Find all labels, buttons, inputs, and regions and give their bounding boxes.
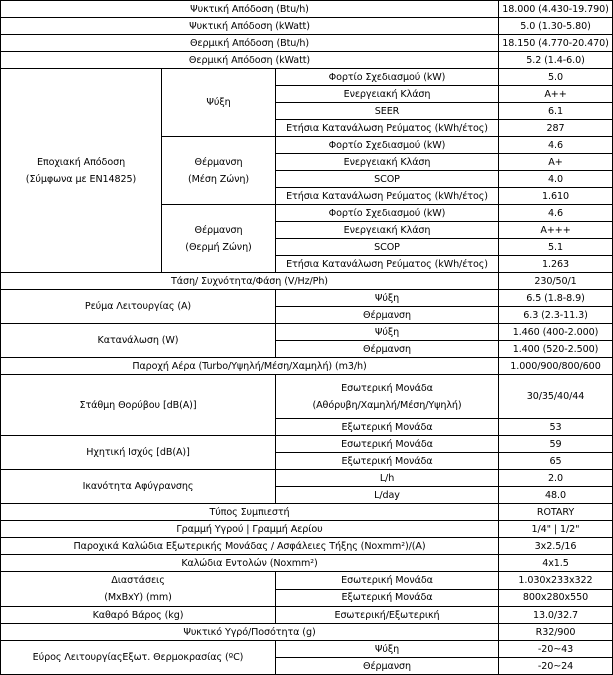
cooling-capacity-btu-label: Ψυκτική Απόδοση (Btu/h)	[1, 1, 499, 18]
table-row	[1, 358, 613, 375]
refrigerant-value: R32/900	[499, 624, 613, 641]
table-row	[1, 324, 613, 341]
compressor-type-value: ROTARY	[499, 504, 613, 521]
dehumidification-label: Ικανότητα Αφύγρανσης	[1, 470, 276, 504]
noise-outdoor-value: 53	[499, 419, 613, 436]
noise-indoor-value: 30/35/40/44	[499, 375, 613, 419]
row-value: A+	[499, 154, 613, 171]
net-weight-value: 13.0/32.7	[499, 607, 613, 624]
row-label: Φορτίο Σχεδιασμού (kW)	[276, 69, 499, 86]
row-label: Ενεργειακή Κλάση	[276, 222, 499, 239]
pipe-lines-label: Γραμμή Υγρού | Γραμμή Αερίου	[1, 521, 499, 538]
noise-indoor-line1: Εσωτερική Μονάδα	[341, 382, 433, 394]
cooling-capacity-btu-value: 18.000 (4.430-19.790)	[499, 1, 613, 18]
row-label: L/day	[276, 487, 499, 504]
row-label: Φορτίο Σχεδιασμού (kW)	[276, 205, 499, 222]
table-row	[1, 375, 613, 419]
row-value: 6.1	[499, 103, 613, 120]
table-row	[1, 504, 613, 521]
seasonal-performance-label	[1, 69, 162, 273]
seasonal-heating-average-label	[162, 137, 276, 205]
control-cables-label: Καλώδια Εντολών (Nοxmm²)	[1, 555, 499, 572]
cooling-capacity-kw-label: Ψυκτική Απόδοση (kWatt)	[1, 18, 499, 35]
row-label: SCOP	[276, 171, 499, 188]
heating-warm-line2: (Θερμή Ζώνη)	[185, 241, 252, 253]
row-value: 1.460 (400-2.000)	[499, 324, 613, 341]
row-value: -20~43	[499, 641, 613, 658]
compressor-type-label: Τύπος Συμπιεστή	[1, 504, 499, 521]
power-supply-value: 230/50/1	[499, 273, 613, 290]
net-weight-label: Καθαρό Βάρος (kg)	[1, 607, 276, 624]
table-row	[1, 1, 613, 18]
row-label: Ψύξη	[276, 641, 499, 658]
row-value: 6.5 (1.8-8.9)	[499, 290, 613, 307]
row-label: Θέρμανση	[276, 307, 499, 324]
row-label: Εσωτερική Μονάδα	[276, 436, 499, 453]
row-value: 4.6	[499, 137, 613, 154]
table-row	[1, 35, 613, 52]
row-value: 59	[499, 436, 613, 453]
table-row	[1, 572, 613, 590]
outdoor-cables-label: Παροχικά Καλώδια Εξωτερικής Μονάδας / Ασφάλειες Τήξης (Nοxmm²)/(A)	[1, 538, 499, 555]
heating-capacity-kw-label: Θερμική Απόδοση (kWatt)	[1, 52, 499, 69]
row-label: Εσωτερική Μονάδα	[276, 572, 499, 590]
table-row	[1, 624, 613, 641]
row-value: A++	[499, 86, 613, 103]
heating-average-line2: (Μέση Ζώνη)	[187, 173, 250, 185]
seasonal-label-line1: Εποχιακή Απόδοση	[36, 156, 126, 168]
table-row	[1, 290, 613, 307]
table-row	[1, 18, 613, 35]
row-label: Φορτίο Σχεδιασμού (kW)	[276, 137, 499, 154]
row-value: 1.263	[499, 256, 613, 273]
heating-capacity-btu-value: 18.150 (4.770-20.470)	[499, 35, 613, 52]
row-label: SCOP	[276, 239, 499, 256]
noise-indoor-label	[276, 375, 499, 419]
power-consumption-label: Κατανάλωση (W)	[1, 324, 276, 358]
row-label: Ετήσια Κατανάλωση Ρεύματος (kWh/έτος)	[276, 120, 499, 137]
table-row	[1, 641, 613, 658]
refrigerant-label: Ψυκτικό Υγρό/Ποσότητα (g)	[1, 624, 499, 641]
dimensions-line1: Διαστάσεις	[111, 575, 165, 586]
row-value: 287	[499, 120, 613, 137]
row-value: 65	[499, 453, 613, 470]
row-value: 2.0	[499, 470, 613, 487]
noise-level-label: Στάθμη Θορύβου [dB(A)]	[1, 375, 276, 436]
seasonal-cooling-label: Ψύξη	[162, 69, 276, 137]
row-value: 4.6	[499, 205, 613, 222]
table-row	[1, 273, 613, 290]
dimensions-line2: (ΜxΒxΥ) (mm)	[104, 592, 172, 603]
row-value: 6.3 (2.3-11.3)	[499, 307, 613, 324]
table-row	[1, 470, 613, 487]
row-label: Ετήσια Κατανάλωση Ρεύματος (kWh/έτος)	[276, 188, 499, 205]
row-value: 1.400 (520-2.500)	[499, 341, 613, 358]
noise-outdoor-label: Εξωτερική Μονάδα	[276, 419, 499, 436]
table-row	[1, 521, 613, 538]
table-row	[1, 69, 613, 86]
row-value: 1.610	[499, 188, 613, 205]
row-label: Ψύξη	[276, 324, 499, 341]
row-value: A+++	[499, 222, 613, 239]
row-label: SEER	[276, 103, 499, 120]
heating-warm-line1: Θέρμανση	[194, 224, 243, 236]
row-value: 800x280x550	[499, 589, 613, 607]
control-cables-value: 4x1.5	[499, 555, 613, 572]
row-label: Θέρμανση	[276, 658, 499, 675]
heating-capacity-kw-value: 5.2 (1.4-6.0)	[499, 52, 613, 69]
sound-power-label: Ηχητική Ισχύς [dB(A)]	[1, 436, 276, 470]
row-label: Θέρμανση	[276, 341, 499, 358]
row-label: Ψύξη	[276, 290, 499, 307]
row-label: L/h	[276, 470, 499, 487]
row-value: 5.0	[499, 69, 613, 86]
table-row	[1, 607, 613, 624]
row-label: Εξωτερική Μονάδα	[276, 453, 499, 470]
row-label: Ενεργειακή Κλάση	[276, 154, 499, 171]
outdoor-cables-value: 3x2.5/16	[499, 538, 613, 555]
temp-range-label: Εύρος ΛειτουργίαςΕξωτ. Θερμοκρασίας (ºC)	[1, 641, 276, 675]
power-supply-label: Τάση/ Συχνότητα/Φάση (V/Hz/Ph)	[1, 273, 499, 290]
operating-current-label: Ρεύμα Λειτουργίας (A)	[1, 290, 276, 324]
row-value: 5.1	[499, 239, 613, 256]
cooling-capacity-kw-value: 5.0 (1.30-5.80)	[499, 18, 613, 35]
airflow-label: Παροχή Αέρα (Turbo/Υψηλή/Μέση/Χαμηλή) (m3/h)	[1, 358, 499, 375]
table-row	[1, 436, 613, 453]
airflow-value: 1.000/900/800/600	[499, 358, 613, 375]
seasonal-heating-warm-label	[162, 205, 276, 273]
noise-indoor-line2: (Αθόρυβη/Χαμηλή/Μέση/Υψηλή)	[312, 399, 462, 411]
row-value: -20~24	[499, 658, 613, 675]
row-label: Ενεργειακή Κλάση	[276, 86, 499, 103]
table-row	[1, 52, 613, 69]
row-value: 48.0	[499, 487, 613, 504]
heating-average-line1: Θέρμανση	[194, 156, 243, 168]
table-row	[1, 555, 613, 572]
row-label: Ετήσια Κατανάλωση Ρεύματος (kWh/έτος)	[276, 256, 499, 273]
dimensions-label	[1, 572, 276, 607]
table-row	[1, 538, 613, 555]
seasonal-label-line2: (Σύμφωνα με EN14825)	[25, 173, 137, 185]
row-label: Εξωτερική Μονάδα	[276, 589, 499, 607]
net-weight-sub-label: Εσωτερική/Εξωτερική	[276, 607, 499, 624]
row-value: 1.030x233x322	[499, 572, 613, 590]
heating-capacity-btu-label: Θερμική Απόδοση (Btu/h)	[1, 35, 499, 52]
pipe-lines-value: 1/4" | 1/2"	[499, 521, 613, 538]
row-value: 4.0	[499, 171, 613, 188]
